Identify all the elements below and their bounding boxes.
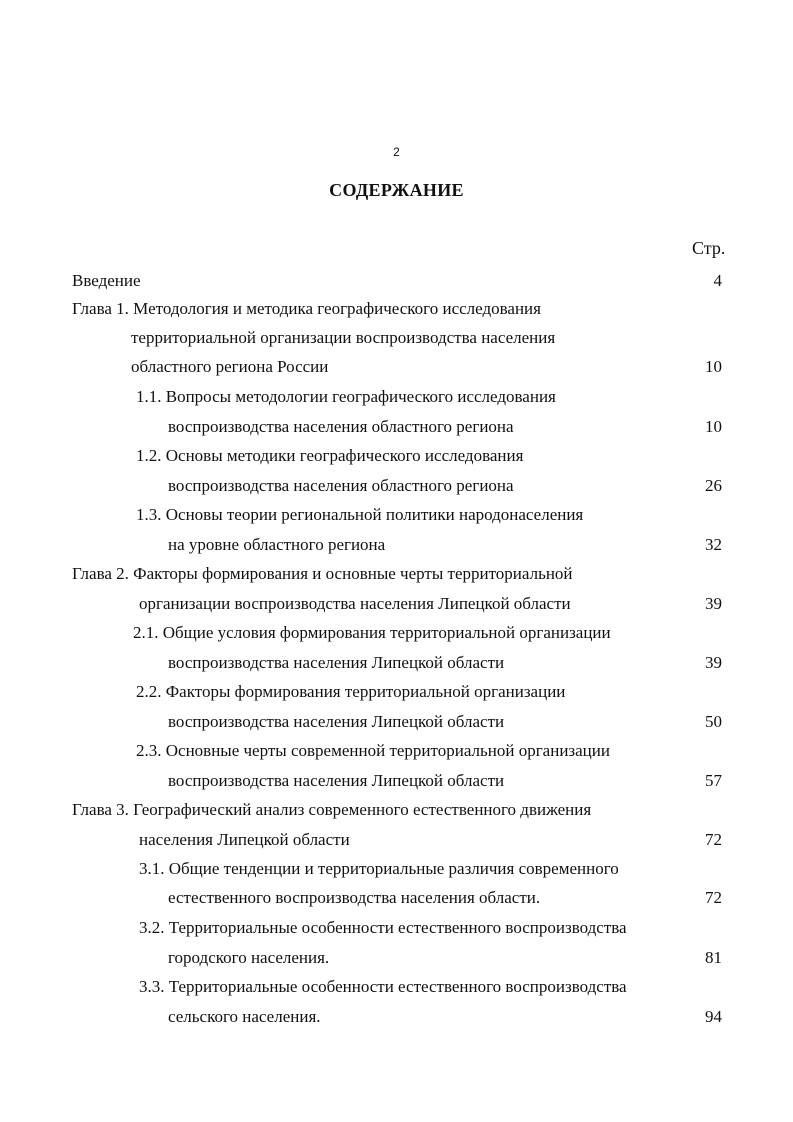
toc-page-number: 72 [705,830,722,849]
toc-page-number: 81 [705,948,722,967]
toc-page-number: 10 [705,357,722,376]
toc-entry-text: сельского населения. [168,1007,321,1026]
toc-entry-text: на уровне областного региона [168,535,386,554]
toc-entry-text: 1.3. Основы теории региональной политики народонаселения [136,505,584,524]
toc-entry-text: Глава 2. Факторы формирования и основные черты территориальной [72,564,573,583]
toc-page-number: 32 [705,535,722,554]
toc-entry-text: Глава 3. Географический анализ современного естественного движения [72,800,592,819]
toc-page-number: 72 [705,888,722,907]
page-column-header: Стр. [692,238,726,258]
toc-entry-text: естественного воспроизводства населения области. [168,888,541,907]
page-number: 2 [393,145,400,159]
toc-entry-text: воспроизводства населения Липецкой области [168,771,505,790]
toc-entry-text: 3.2. Территориальные особенности естественного воспроизводства [139,918,627,937]
toc-entry-text: 2.3. Основные черты современной территориальной организации [136,741,610,760]
toc-page-number: 39 [705,594,722,613]
toc-entry-text: областного региона России [131,357,329,376]
toc-entry-text: 1.2. Основы методики географического исследования [136,446,524,465]
toc-page-number: 26 [705,476,722,495]
toc-entry-text: организации воспроизводства населения Липецкой области [139,594,571,613]
toc-entry-text: территориальной организации воспроизводства населения [131,328,556,347]
toc-entry-text: 2.2. Факторы формирования территориальной организации [136,682,566,701]
toc-entry-text: воспроизводства населения областного региона [168,417,514,436]
toc-entry-text: воспроизводства населения Липецкой области [168,653,505,672]
toc-page-number: 94 [705,1007,722,1026]
toc-entry-text: 3.3. Территориальные особенности естественного воспроизводства [139,977,627,996]
toc-entry-text: Глава 1. Методология и методика географического исследования [72,299,541,318]
toc-page-number: 39 [705,653,722,672]
toc-page-number: 50 [705,712,722,731]
toc-entry-text: городского населения. [168,948,330,967]
toc-entry-text: 2.1. Общие условия формирования территориальной организации [133,623,611,642]
toc-page-number: 10 [705,417,722,436]
toc-page-number: 4 [713,271,722,290]
toc-entry-text: 1.1. Вопросы методологии географического исследования [136,387,556,406]
toc-entry-text: 3.1. Общие тенденции и территориальные различия современного [139,859,619,878]
toc-page-number: 57 [705,771,722,790]
toc-entry-text: Введение [72,271,141,290]
page-title: СОДЕРЖАНИЕ [329,180,464,200]
toc-entry-text: воспроизводства населения Липецкой области [168,712,505,731]
toc-entry-text: воспроизводства населения областного региона [168,476,514,495]
toc-entry-text: населения Липецкой области [139,830,350,849]
